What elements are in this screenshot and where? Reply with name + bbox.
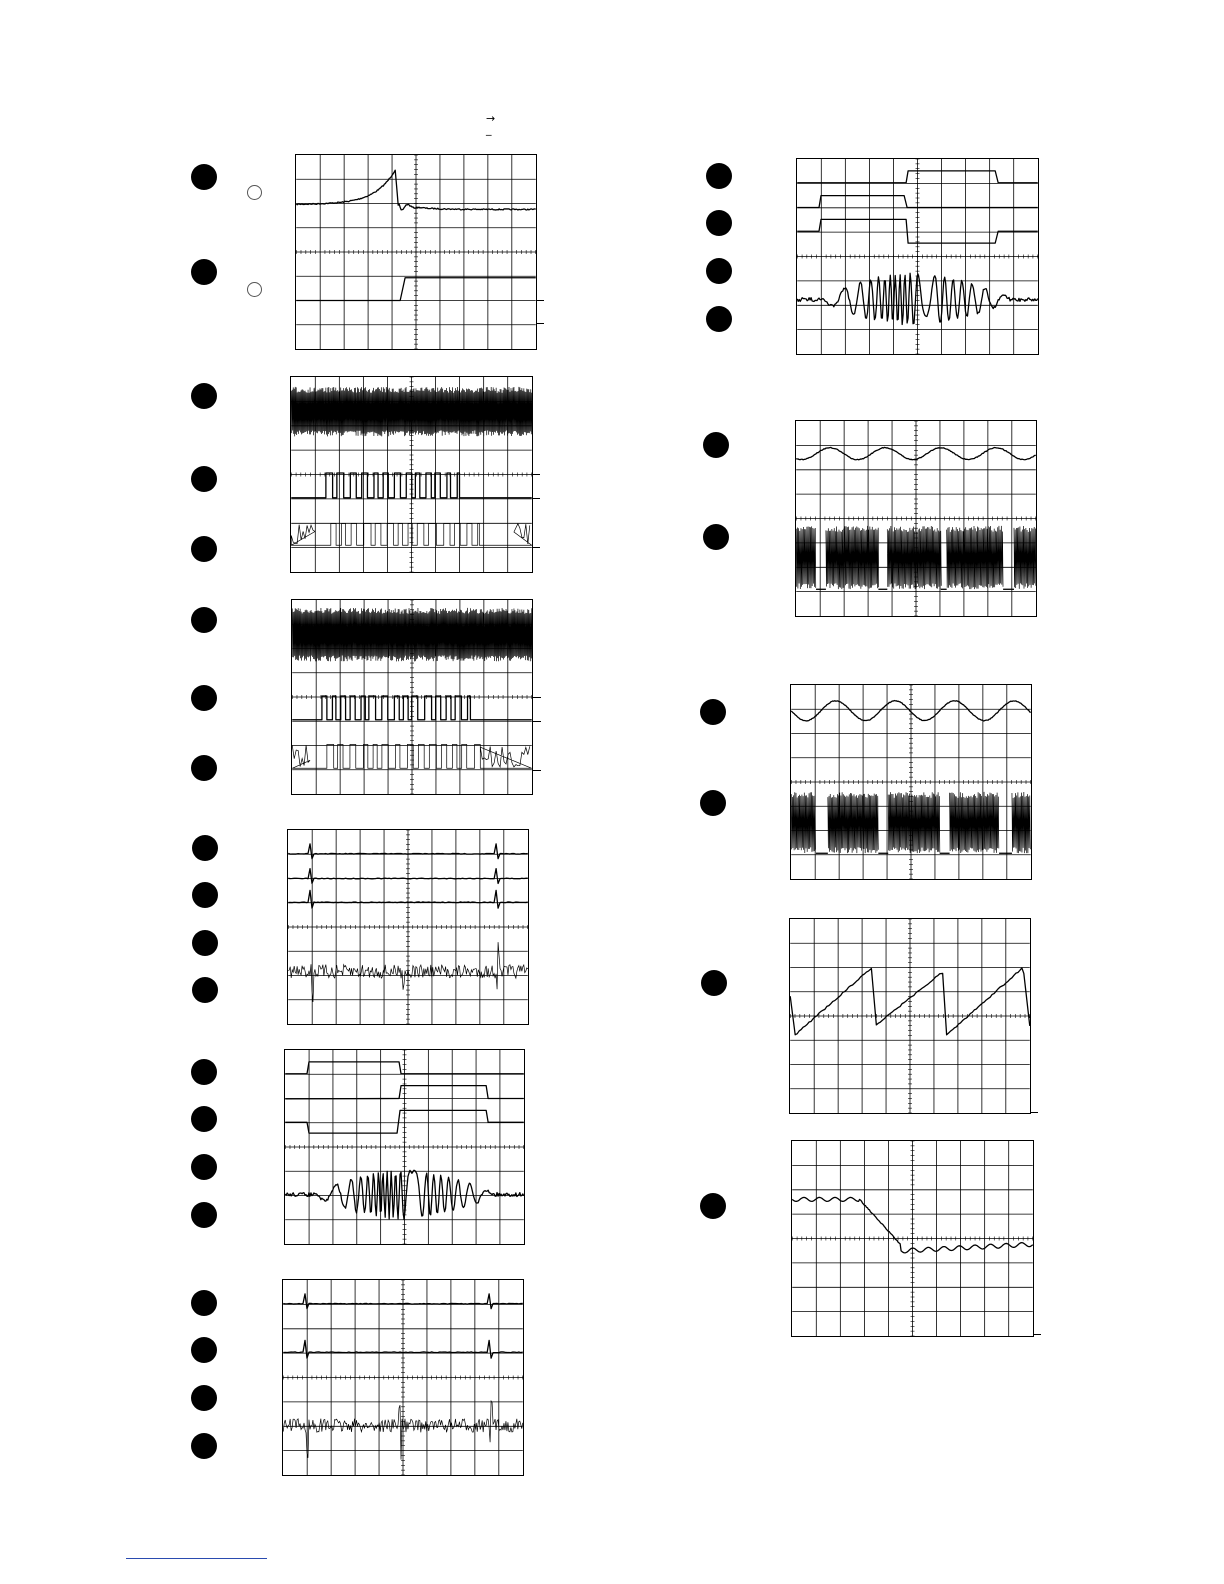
oscilloscope-screen-8 — [795, 420, 1037, 617]
waveform-trace — [888, 792, 940, 853]
marker-dot-icon — [191, 466, 217, 492]
marker-ring-icon — [247, 185, 262, 200]
reference-tick — [536, 323, 544, 324]
marker-dot-icon — [706, 210, 732, 236]
marker-dot-icon — [191, 1106, 217, 1132]
oscilloscope-screen-4 — [287, 829, 529, 1025]
waveform-trace — [887, 526, 941, 589]
reference-tick — [1033, 1334, 1041, 1335]
marker-dot-icon — [706, 258, 732, 284]
marker-dot-icon — [192, 882, 218, 908]
marker-dot-icon — [191, 1202, 217, 1228]
marker-dot-icon — [191, 536, 217, 562]
marker-dot-icon — [703, 524, 729, 550]
marker-dot-icon — [191, 383, 217, 409]
marker-dot-icon — [703, 432, 729, 458]
marker-dot-icon — [191, 685, 217, 711]
oscilloscope-screen-11 — [791, 1140, 1034, 1337]
marker-dot-icon — [191, 259, 217, 285]
waveform-trace — [947, 526, 1003, 589]
marker-dot-icon — [192, 930, 218, 956]
oscilloscope-screen-9 — [790, 684, 1032, 880]
oscilloscope-screen-10 — [789, 918, 1031, 1114]
oscilloscope-screen-7 — [796, 158, 1039, 355]
marker-dot-icon — [191, 1154, 217, 1180]
header-arrow-icon: → — [486, 112, 496, 125]
waveform-trace — [291, 387, 532, 436]
oscilloscope-screen-3 — [291, 599, 533, 795]
waveform-trace — [828, 792, 878, 853]
marker-dot-icon — [706, 163, 732, 189]
oscilloscope-screen-5 — [284, 1049, 525, 1245]
waveform-trace — [292, 608, 532, 661]
marker-dot-icon — [700, 1193, 726, 1219]
marker-dot-icon — [700, 699, 726, 725]
marker-ring-icon — [247, 282, 262, 297]
reference-tick — [536, 300, 544, 301]
reference-tick — [533, 770, 541, 771]
marker-dot-icon — [192, 977, 218, 1003]
footer-rule — [126, 1558, 267, 1559]
marker-dot-icon — [701, 970, 727, 996]
marker-dot-icon — [191, 1290, 217, 1316]
reference-tick — [532, 547, 540, 548]
waveform-trace — [1012, 792, 1030, 853]
marker-dot-icon — [191, 1433, 217, 1459]
reference-tick — [533, 721, 541, 722]
marker-dot-icon — [191, 1337, 217, 1363]
waveform-trace — [796, 526, 816, 589]
marker-dot-icon — [191, 1059, 217, 1085]
marker-dot-icon — [706, 306, 732, 332]
waveform-trace — [791, 792, 815, 853]
reference-tick — [532, 498, 540, 499]
marker-dot-icon — [191, 755, 217, 781]
waveform-trace — [1014, 526, 1036, 589]
waveform-trace — [292, 696, 532, 720]
oscilloscope-screen-2 — [290, 376, 533, 573]
waveform-trace — [826, 526, 879, 589]
oscilloscope-screen-1 — [295, 154, 537, 350]
marker-dot-icon — [192, 835, 218, 861]
header-dash-icon: ‾ — [486, 133, 492, 146]
reference-tick — [532, 474, 540, 475]
waveform-trace — [291, 473, 532, 498]
marker-dot-icon — [191, 164, 217, 190]
reference-tick — [533, 697, 541, 698]
marker-dot-icon — [191, 607, 217, 633]
marker-dot-icon — [191, 1385, 217, 1411]
waveform-trace — [950, 792, 999, 853]
marker-dot-icon — [700, 790, 726, 816]
reference-tick — [1030, 1112, 1038, 1113]
oscilloscope-screen-6 — [282, 1279, 524, 1476]
